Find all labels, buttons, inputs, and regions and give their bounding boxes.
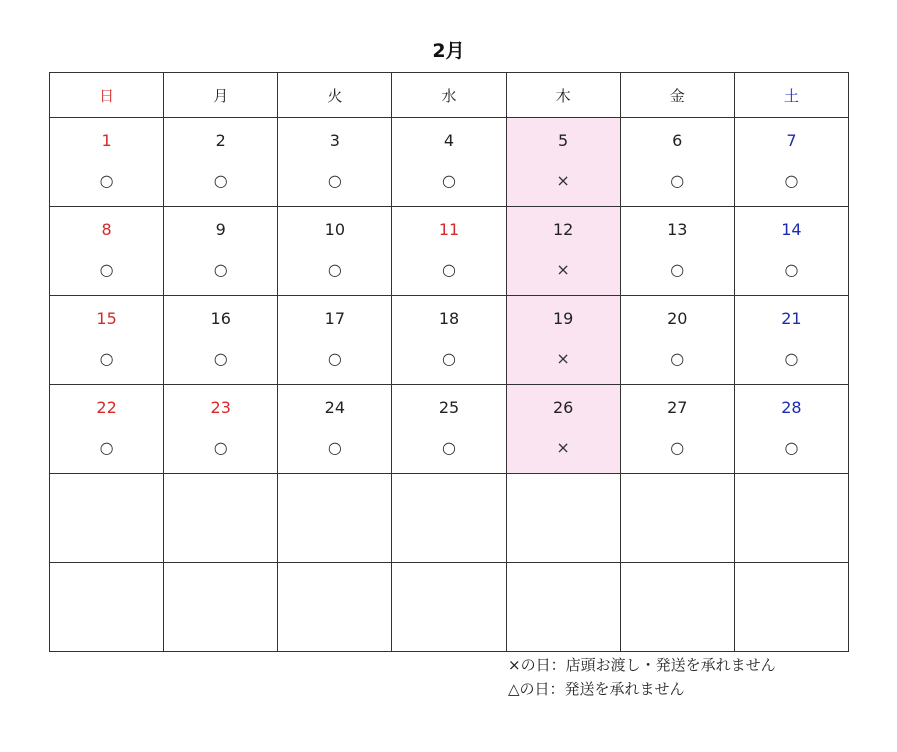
availability-mark: × [556,349,570,368]
availability-mark: ○ [327,349,342,368]
empty-day-cell [734,474,848,563]
availability-mark: ○ [213,438,228,457]
day-cell [278,296,392,385]
availability-mark: ○ [670,171,685,190]
day-cell [734,296,848,385]
empty-day-cell [278,563,392,652]
empty-day-cell [506,563,620,652]
weekday-header-row [50,73,849,118]
availability-mark: ○ [327,171,342,190]
availability-mark: ○ [99,260,114,279]
day-number: 17 [324,309,346,328]
empty-day-cell [506,474,620,563]
day-cell [278,118,392,207]
empty-day-cell [734,563,848,652]
week-row [50,385,849,474]
day-cell [50,385,164,474]
day-number: 12 [552,220,574,239]
day-cell-closed [506,296,620,385]
weekday-sunday: 日 [50,73,164,118]
day-number: 1 [101,131,112,150]
day-cell [50,207,164,296]
availability-mark: ○ [327,260,342,279]
empty-day-cell [392,474,506,563]
day-cell [50,118,164,207]
availability-mark: ○ [784,438,799,457]
empty-day-cell [164,563,278,652]
availability-mark: ○ [213,171,228,190]
day-number: 18 [438,309,460,328]
weekday-saturday: 土 [734,73,848,118]
availability-mark: ○ [670,349,685,368]
day-number: 27 [667,398,688,417]
availability-mark: ○ [213,349,228,368]
day-number: 15 [96,309,117,328]
availability-mark: ○ [784,260,799,279]
day-number: 10 [324,220,346,239]
weekday-tuesday: 火 [278,73,392,118]
day-number: 7 [786,131,797,150]
availability-mark: ○ [99,171,114,190]
day-number: 3 [329,131,340,150]
week-row [50,118,849,207]
day-cell [164,207,278,296]
availability-mark: ○ [442,171,456,190]
day-number: 14 [781,220,802,239]
day-cell [392,296,506,385]
availability-mark: ○ [327,438,342,457]
availability-mark: ○ [442,438,456,457]
day-cell [620,118,734,207]
weekday-friday: 金 [620,73,734,118]
availability-mark: ○ [784,349,799,368]
week-row [50,296,849,385]
weekday-wednesday: 水 [392,73,506,118]
availability-mark: × [556,171,570,190]
day-number: 28 [781,398,802,417]
availability-mark: ○ [442,260,456,279]
availability-mark: ○ [442,349,456,368]
month-title: 2月 [432,40,465,62]
legend-no-shipping-note: △の日：発送を承れません [508,680,685,698]
day-cell [734,385,848,474]
day-number: 22 [96,398,117,417]
day-cell [164,118,278,207]
day-cell [164,296,278,385]
empty-day-cell [278,474,392,563]
day-cell [278,207,392,296]
availability-mark: ○ [670,438,685,457]
day-cell [50,296,164,385]
availability-mark: ○ [213,260,228,279]
week-row [50,207,849,296]
day-cell [620,385,734,474]
day-cell [734,207,848,296]
empty-week-row [50,563,849,652]
empty-week-row [50,474,849,563]
day-cell [164,385,278,474]
availability-mark: ○ [670,260,685,279]
day-number: 20 [667,309,688,328]
legend-closed-note: ×の日：店頭お渡し・発送を承れません [508,656,776,674]
day-cell-closed [506,385,620,474]
weekday-thursday: 木 [506,73,620,118]
day-number: 23 [210,398,231,417]
day-cell [392,118,506,207]
calendar-grid [49,72,849,652]
day-number: 6 [672,131,683,150]
empty-day-cell [620,474,734,563]
empty-day-cell [620,563,734,652]
day-number: 9 [215,220,226,239]
day-number: 8 [101,220,112,239]
empty-day-cell [164,474,278,563]
day-number: 16 [210,309,231,328]
day-cell-closed [506,207,620,296]
day-cell [278,385,392,474]
day-number: 11 [438,220,460,239]
day-number: 2 [215,131,226,150]
availability-mark: × [556,260,570,279]
availability-mark: ○ [99,349,114,368]
day-cell [392,385,506,474]
day-number: 13 [667,220,688,239]
day-cell [620,296,734,385]
availability-mark: ○ [99,438,114,457]
empty-day-cell [50,474,164,563]
day-number: 25 [438,398,460,417]
day-cell-closed [506,118,620,207]
day-cell [392,207,506,296]
day-cell [620,207,734,296]
availability-mark: × [556,438,570,457]
availability-mark: ○ [784,171,799,190]
empty-day-cell [392,563,506,652]
day-number: 19 [552,309,574,328]
day-number: 5 [558,131,569,150]
weekday-monday: 月 [164,73,278,118]
day-cell [734,118,848,207]
day-number: 24 [324,398,346,417]
day-number: 26 [552,398,574,417]
day-number: 4 [443,131,455,150]
day-number: 21 [781,309,802,328]
empty-day-cell [50,563,164,652]
